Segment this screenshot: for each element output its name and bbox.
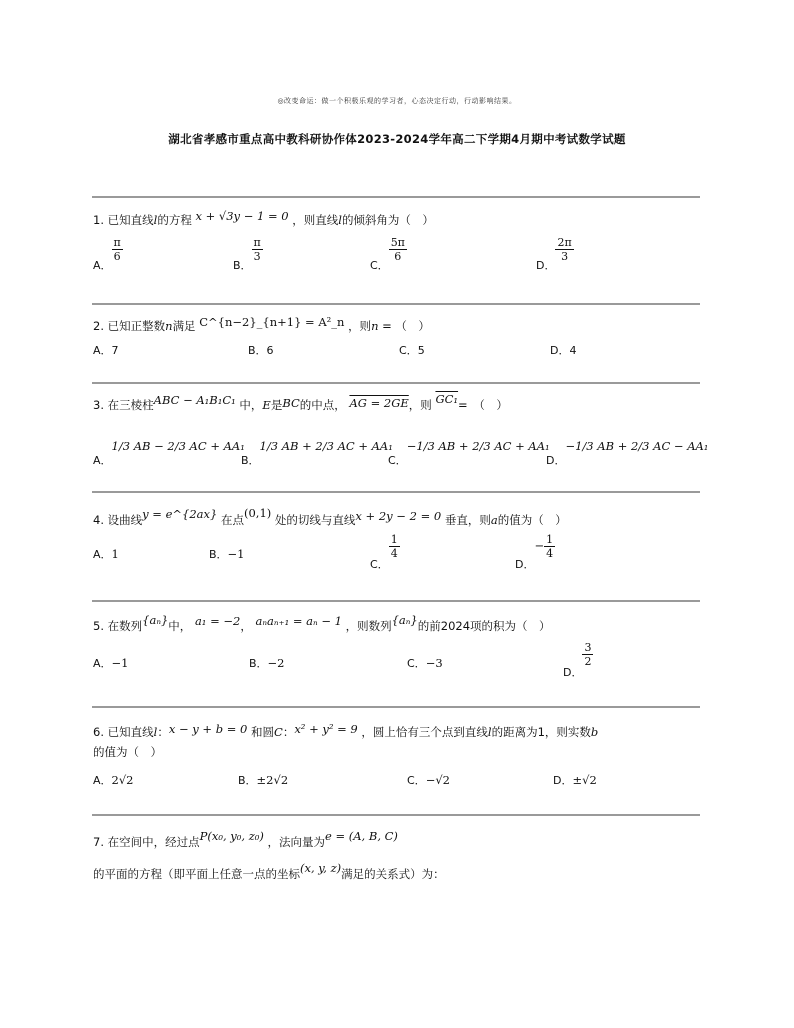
divider [92,303,700,305]
q1-option-a[interactable]: A． $\frac{\pi}{6}$ [93,236,121,272]
question-6: 6. 已知直线l：x − y + b = 0 和圆C：x² + y² = 9 ，圆上恰有三个点到直线l的距离为1，则实数b [93,722,599,739]
divider [92,814,700,816]
q3-option-d[interactable]: D．−1/3 AB + 2/3 AC − AA₁ [546,439,709,467]
question-5: 5. 在数列{aₙ}中， a₁ = −2， aₙaₙ₊₁ = aₙ − 1 ，则数列{aₙ}的前2024项的积为（ ） [93,613,551,633]
question-3: 3. 在三棱柱ABC − A₁B₁C₁ 中，E是BC的中点， AG = 2GE，则 GC₁= （ ） [93,392,508,412]
q6-option-d[interactable]: D．±√2 [553,773,597,787]
question-1: 1. 已知直线l的方程 x + √3y − 1 = 0 ，则直线l的倾斜角为（ ） [93,209,434,227]
q4-option-a[interactable]: A．1 [93,547,119,561]
question-4: 4. 设曲线y = e^{2ax} 在点(0,1) 处的切线与直线x + 2y − 2 = 0 垂直，则a的值为（ ） [93,506,567,527]
q2-option-c[interactable]: C．5 [399,344,425,357]
q6-option-c[interactable]: C．−√2 [407,773,450,787]
q5-option-b[interactable]: B．−2 [249,656,285,670]
q5-option-a[interactable]: A．−1 [93,656,129,670]
q4-option-b[interactable]: B．−1 [209,547,245,561]
q2-equation: C^{n−2}_{n+1} = A²_n [199,315,345,329]
q1-option-b[interactable]: B． $\frac{\pi}{3}$ [233,236,261,272]
q5-option-c[interactable]: C．−3 [407,656,443,670]
q1-equation: x + √3y − 1 = 0 [195,209,289,223]
q6-option-a[interactable]: A．2√2 [93,773,134,787]
q2-option-a[interactable]: A．7 [93,344,119,357]
q3-option-c[interactable]: C．−1/3 AB + 2/3 AC + AA₁ [388,439,550,467]
page-title: 湖北省孝感市重点高中教科研协作体2023-2024学年高二下学期4月期中考试数学试题 [168,132,626,146]
q3-option-b[interactable]: B．1/3 AB + 2/3 AC + AA₁ [241,439,393,467]
q1-option-c[interactable]: C． $\frac{5\pi}{6}$ [370,236,405,272]
q2-option-b[interactable]: B．6 [248,344,274,357]
q1-option-d[interactable]: D． $\frac{2\pi}{3}$ [536,236,572,272]
q4-option-c[interactable]: C． $\frac{1}{4}$ [370,533,398,571]
q2-option-d[interactable]: D．4 [550,344,577,357]
q6-option-b[interactable]: B．±2√2 [238,773,289,787]
divider [92,491,700,493]
divider [92,382,700,384]
q4-option-d[interactable]: D．− $\frac{1}{4}$ [515,533,554,571]
q5-option-d[interactable]: D． $\frac{3}{2}$ [563,641,592,679]
question-2: 2. 已知正整数n满足 C^{n−2}_{n+1} = A²_n ，则n = （ ） [93,315,430,333]
divider [92,600,700,602]
question-6-continued: 的值为（ ） [93,745,162,759]
divider [92,706,700,708]
question-7-continued: 的平面的方程（即平面上任意一点的坐标(x, y, z)满足的关系式）为： [93,861,445,881]
q3-option-a[interactable]: A．1/3 AB − 2/3 AC + AA₁ [93,439,245,467]
divider [92,196,700,198]
motto: ◎改变命运：做一个积极乐观的学习者，心态决定行动，行动影响结果。 [277,97,517,105]
question-7: 7. 在空间中，经过点P(x₀, y₀, z₀) ，法向量为e = (A, B, C) [93,829,398,849]
